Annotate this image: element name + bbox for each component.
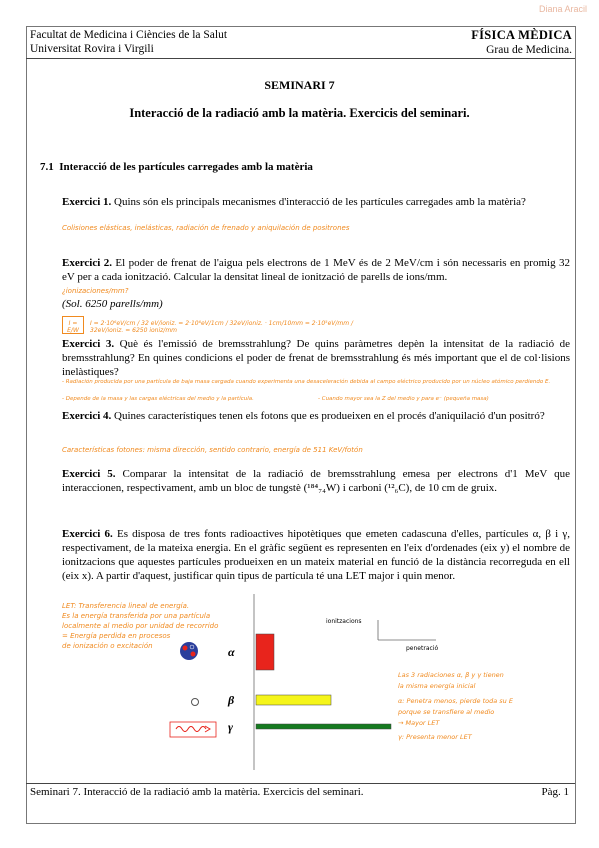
bar-alpha: [256, 634, 274, 670]
seminar-number: SEMINARI 7: [264, 78, 335, 92]
beta-particle-icon: [192, 699, 199, 706]
alpha-particle-icon: [180, 642, 198, 660]
exercise-label: Exercici 3.: [62, 338, 115, 350]
exercise-label: Exercici 5.: [62, 468, 116, 480]
solution-text: (Sol. 6250 parells/mm): [62, 298, 163, 310]
right-note-line: α: Penetra menos, pierde toda su E: [398, 697, 513, 705]
particle-bars: [227, 634, 391, 734]
handwritten-question: ¿ionizaciones/mm?: [62, 287, 129, 295]
section-title: Interacció de les partícules carregades amb la matèria: [59, 161, 313, 173]
degree-name: Grau de Medicina.: [486, 44, 572, 56]
section-number: 7.1: [40, 161, 54, 173]
bar-gamma: [256, 724, 391, 729]
exercise-text: Quins són els principals mecanismes d'interacció de les partícules carregades amb la matèria?: [114, 196, 526, 208]
footer-left: Seminari 7. Interacció de la radiació amb la matèria. Exercicis del seminari.: [30, 786, 364, 798]
right-note-line: → Mayor LET: [398, 719, 440, 727]
let-note-line: de ionización o excitación: [62, 642, 153, 650]
exercise-label: Exercici 1.: [62, 196, 112, 208]
university-name: Universitat Rovira i Virgili: [30, 43, 154, 55]
bar-beta: [256, 695, 331, 705]
particle-symbol: β: [228, 693, 235, 707]
document-title: Interacció de la radiació amb la matèria. Exercicis del seminari.: [129, 106, 470, 120]
right-note-line: la misma energía inicial: [398, 682, 476, 690]
subject-name: FÍSICA MÈDICA: [471, 28, 572, 42]
exercise-text: El poder de frenat de l'aigua pels electrons de 1 MeV és de 2 MeV/cm i són necessaris en promig 32 eV per a cada ionització. Calcular la densitat lineal de ionització de parells de ions/mm.: [62, 257, 571, 283]
faculty-name: Facultat de Medicina i Ciències de la Salut: [30, 29, 228, 41]
handwritten-answer-3: - Cuando mayor sea la Z del medio y para e⁻ (pequeña masa): [318, 396, 489, 402]
page-number: Pàg. 1: [541, 786, 569, 798]
exercise-label: Exercici 2.: [62, 257, 112, 269]
watermark: Diana Aracil: [538, 4, 587, 14]
handwritten-answer: Características fotones: misma dirección, sentido contrario, energía de 511 KeV/fotón: [62, 446, 363, 454]
let-note-line: = Energía perdida en procesos: [62, 632, 171, 640]
let-note-line: LET: Transferencia lineal de energía.: [62, 602, 190, 610]
exercise-text: Es disposa de tres fonts radioactives hipotètiques que emeten cadascuna d'elles, partícules α, β i γ, respectivament, de la mateixa energia. En el gràfic següent es representen en l'eix d'ordenades (eix y) el nombre de ionitzacions que aquestes partícules produeixen en un mateix material en funció de la distància recorreguda en ell (eix x). A partir d'aquest, justificar quin tipus de partícula té una LET major i quin menor.: [62, 528, 571, 582]
let-note-line: Es la energía transferida por una partícula: [62, 612, 211, 620]
particle-symbol: α: [228, 645, 235, 659]
handwritten-formula: I = 2·10⁶eV/cm / 32 eV/ioniz. = 2·10⁶eV/1cm / 32eV/ioniz. · 1cm/10mm = 2·10⁵eV/mm / 32eV/ioniz. = 6250 ioniz/mm: [90, 320, 354, 334]
particle-symbol: γ: [228, 720, 233, 734]
right-note-line: γ: Presenta menor LET: [398, 733, 472, 741]
exercise-text: Comparar la intensitat de la radiació de bremsstrahlung emesa per electrons d'1 MeV que interaccionen, respectivament, amb un bloc de tungstè (¹⁸⁴₇₄W) i carboni (¹²₆C), de 10 cm de gruix.: [62, 468, 570, 494]
handwritten-answer-2: - Depende de la masa y las cargas eléctricas del medio y la partícula.: [62, 396, 254, 402]
handwritten-answer: Colisiones elásticas, inelásticas, radiación de frenado y aniquilación de positrones: [62, 224, 350, 232]
exercise-label: Exercici 4.: [62, 410, 112, 422]
exercise-label: Exercici 6.: [62, 528, 113, 540]
gamma-wave-icon: [170, 722, 216, 737]
y-axis-label: ionitzacions: [326, 618, 362, 625]
formula-lhs: I = E/W: [67, 320, 79, 334]
exercise-text: Quines característiques tenen els fotons que es produeixen en el procés d'aniquilació d'un positró?: [114, 410, 545, 422]
handwritten-answer-1: - Radiación producida por una partícula de baja masa cargada cuando experimenta una desaceleración debida al campo eléctrico producido por un núcleo atómico perdiendo E.: [62, 379, 551, 385]
let-note-line: localmente al medio por unidad de recorrido: [62, 622, 219, 630]
footer-rule: [26, 783, 575, 784]
right-note-line: Las 3 radiaciones α, β y γ tienen: [398, 671, 504, 679]
exercise-text: Què és l'emissió de bremsstrahlung? De quins paràmetres depèn la intensitat de la radiació de bremsstrahlung? En quines condicions el poder de frenat de bremsstrahlung és més important que el de col·lisions inelàstiques?: [62, 338, 571, 378]
x-axis-label: penetració: [406, 645, 439, 652]
right-note-line: porque se transfiere al medio: [398, 708, 495, 716]
